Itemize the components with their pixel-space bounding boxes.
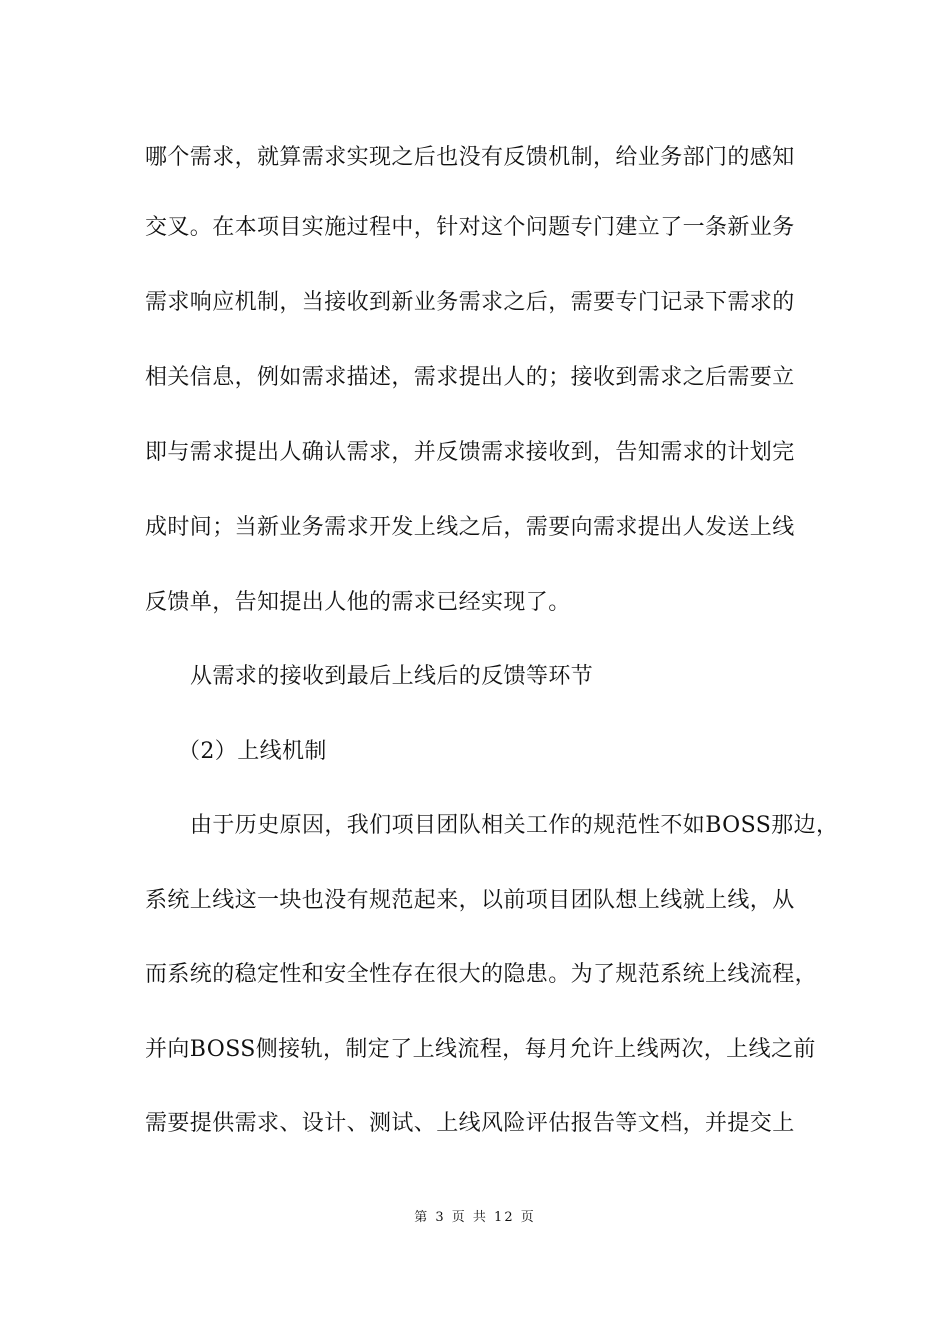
paragraph-line: 需要提供需求、设计、测试、上线风险评估报告等文档，并提交上 — [145, 1111, 795, 1136]
paragraph-line: 哪个需求，就算需求实现之后也没有反馈机制，给业务部门的感知 — [145, 145, 795, 170]
paragraph-line: 系统上线这一块也没有规范起来，以前项目团队想上线就上线，从 — [145, 888, 795, 913]
paragraph-line: 交叉。在本项目实施过程中，针对这个问题专门建立了一条新业务 — [145, 215, 795, 240]
paragraph-line: 由于历史原因，我们项目团队相关工作的规范性不如BOSS那边， — [190, 813, 839, 838]
paragraph-line: 相关信息，例如需求描述，需求提出人的；接收到需求之后需要立 — [145, 365, 795, 390]
paragraph-line: 需求响应机制，当接收到新业务需求之后，需要专门记录下需求的 — [145, 290, 795, 315]
paragraph-line: 反馈单，告知提出人他的需求已经实现了。 — [145, 590, 571, 615]
page-number-footer: 第 3 页 共 12 页 — [414, 1210, 536, 1225]
paragraph-line: 并向BOSS侧接轨，制定了上线流程，每月允许上线两次，上线之前 — [145, 1037, 816, 1062]
paragraph-line: 成时间；当新业务需求开发上线之后，需要向需求提出人发送上线 — [145, 515, 795, 540]
paragraph-line: 即与需求提出人确认需求，并反馈需求接收到，告知需求的计划完 — [145, 440, 795, 465]
paragraph-line: 从需求的接收到最后上线后的反馈等环节 — [190, 664, 594, 689]
paragraph-line: 而系统的稳定性和安全性存在很大的隐患。为了规范系统上线流程， — [145, 962, 818, 987]
section-heading: （2）上线机制 — [178, 739, 327, 764]
